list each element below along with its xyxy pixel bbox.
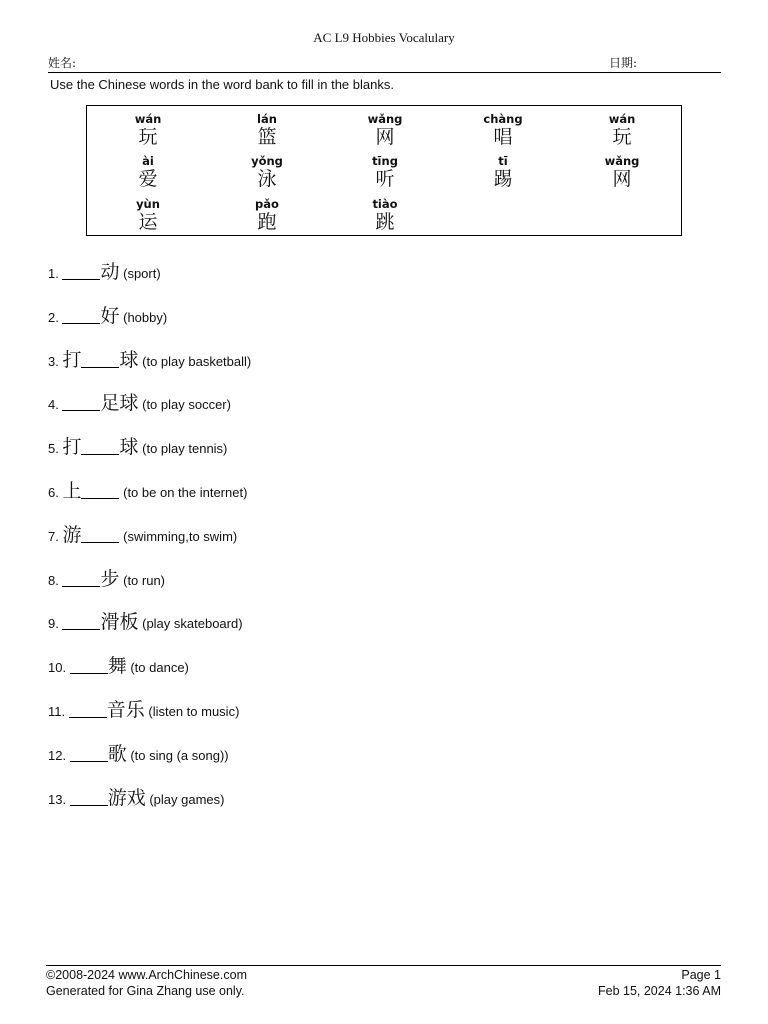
question-english: (to play basketball) bbox=[142, 353, 252, 369]
question-prefix-hanzi: 打 bbox=[62, 436, 82, 459]
answer-blank[interactable] bbox=[69, 703, 107, 718]
word-bank-pinyin: wǎng bbox=[367, 112, 403, 126]
question-suffix-hanzi: 音乐 bbox=[106, 699, 145, 721]
question-english: (to be on the internet) bbox=[123, 485, 248, 500]
word-bank-pinyin: tī bbox=[498, 154, 508, 168]
word-bank-pinyin: yùn bbox=[136, 197, 160, 211]
answer-blank[interactable] bbox=[62, 572, 100, 587]
question-item bbox=[48, 697, 239, 725]
footer-datetime: Feb 15, 2024 1:36 AM bbox=[597, 984, 721, 998]
question-suffix-hanzi: 游戏 bbox=[107, 786, 146, 809]
answer-blank[interactable] bbox=[62, 615, 100, 630]
question-suffix-hanzi: 球 bbox=[119, 348, 139, 371]
question-item bbox=[48, 303, 167, 331]
question-english: (swimming,to swim) bbox=[123, 528, 238, 544]
answer-blank[interactable] bbox=[81, 484, 119, 499]
word-bank-cell bbox=[326, 112, 444, 148]
question-number: 9. bbox=[48, 616, 59, 632]
question-item bbox=[48, 347, 251, 375]
word-bank-cell bbox=[563, 112, 681, 148]
answer-blank[interactable] bbox=[70, 747, 108, 762]
footer-page: Page 1 bbox=[681, 968, 721, 982]
question-suffix-hanzi: 滑板 bbox=[100, 611, 139, 634]
word-bank-hanzi: 跑 bbox=[257, 211, 277, 233]
question-number: 3. bbox=[48, 353, 59, 369]
word-bank-cell bbox=[563, 154, 681, 190]
instructions: Use the Chinese words in the word bank to fill in the blanks. bbox=[50, 77, 394, 92]
word-bank-pinyin: chàng bbox=[483, 112, 523, 126]
word-bank-pinyin: lán bbox=[257, 112, 277, 126]
word-bank-hanzi: 唱 bbox=[493, 126, 513, 148]
footer-generated: Generated for Gina Zhang use only. bbox=[46, 984, 245, 998]
question-suffix-hanzi: 动 bbox=[100, 261, 120, 283]
word-bank-hanzi: 网 bbox=[375, 126, 395, 148]
answer-blank[interactable] bbox=[62, 396, 100, 411]
answer-blank[interactable] bbox=[70, 659, 108, 674]
date-label: 日期: bbox=[609, 56, 638, 70]
question-number: 2. bbox=[48, 309, 59, 325]
word-bank-cell bbox=[208, 112, 326, 148]
question-english: (play games) bbox=[149, 791, 225, 807]
question-english: (listen to music) bbox=[148, 704, 240, 719]
question-number: 4. bbox=[48, 397, 59, 413]
question-number: 12. bbox=[48, 747, 67, 763]
question-prefix-hanzi: 打 bbox=[62, 348, 82, 371]
question-english: (to dance) bbox=[130, 660, 189, 676]
word-bank-cell bbox=[326, 197, 444, 233]
word-bank-pinyin: wán bbox=[134, 112, 162, 126]
word-bank-pinyin: yǒng bbox=[251, 154, 283, 168]
answer-blank[interactable] bbox=[62, 265, 100, 280]
word-bank-pinyin: pǎo bbox=[255, 197, 279, 211]
answer-blank[interactable] bbox=[81, 353, 119, 368]
word-bank-pinyin: wǎng bbox=[604, 154, 640, 168]
question-suffix-hanzi: 好 bbox=[100, 304, 120, 327]
word-bank-cell bbox=[326, 154, 444, 190]
question-suffix-hanzi: 歌 bbox=[107, 742, 127, 765]
question-number: 11. bbox=[48, 704, 66, 719]
question-english: (to play soccer) bbox=[142, 397, 231, 413]
question-item bbox=[48, 741, 229, 769]
question-number: 1. bbox=[48, 266, 59, 281]
word-bank-hanzi: 网 bbox=[612, 168, 632, 190]
question-suffix-hanzi: 步 bbox=[100, 567, 120, 590]
question-prefix-hanzi: 上 bbox=[62, 480, 82, 502]
word-bank-hanzi: 运 bbox=[138, 211, 158, 233]
word-bank-hanzi: 跳 bbox=[375, 211, 395, 233]
word-bank-hanzi: 泳 bbox=[257, 168, 277, 190]
question-number: 5. bbox=[48, 441, 59, 457]
answer-blank[interactable] bbox=[70, 791, 108, 806]
question-suffix-hanzi: 球 bbox=[119, 436, 139, 459]
question-suffix-hanzi: 舞 bbox=[107, 655, 127, 678]
question-item bbox=[48, 609, 243, 637]
question-number: 13. bbox=[48, 791, 67, 807]
word-bank-cell bbox=[444, 154, 562, 190]
word-bank-hanzi: 玩 bbox=[612, 126, 632, 148]
answer-blank[interactable] bbox=[81, 440, 119, 455]
answer-blank[interactable] bbox=[62, 309, 100, 324]
question-item bbox=[48, 259, 161, 287]
question-english: (hobby) bbox=[123, 309, 168, 325]
word-bank-cell bbox=[208, 197, 326, 233]
word-bank-hanzi: 踢 bbox=[493, 168, 513, 190]
word-bank-pinyin: tīng bbox=[372, 154, 398, 168]
question-item bbox=[48, 390, 231, 418]
question-english: (to run) bbox=[123, 572, 166, 588]
word-bank-pinyin: wán bbox=[608, 112, 636, 126]
question-prefix-hanzi: 游 bbox=[62, 523, 82, 546]
question-english: (sport) bbox=[123, 266, 161, 281]
question-item bbox=[48, 566, 165, 594]
word-bank-hanzi: 爱 bbox=[138, 168, 158, 190]
question-item bbox=[48, 653, 189, 681]
question-english: (to sing (a song)) bbox=[130, 747, 229, 763]
word-bank-pinyin: tiào bbox=[372, 197, 398, 211]
question-english: (to play tennis) bbox=[142, 441, 228, 457]
name-label: 姓名: bbox=[48, 56, 77, 70]
question-english: (play skateboard) bbox=[142, 616, 243, 632]
word-bank-cell bbox=[444, 112, 562, 148]
question-item bbox=[48, 785, 224, 813]
word-bank-cell bbox=[89, 154, 207, 190]
word-bank-cell bbox=[89, 197, 207, 233]
question-item bbox=[48, 434, 227, 462]
word-bank-hanzi: 篮 bbox=[257, 126, 277, 148]
question-item bbox=[48, 478, 247, 506]
question-number: 7. bbox=[48, 528, 59, 544]
footer-copyright: ©2008-2024 www.ArchChinese.com bbox=[46, 968, 247, 982]
question-number: 10. bbox=[48, 660, 67, 676]
word-bank bbox=[86, 105, 682, 236]
name-date-bar bbox=[48, 53, 721, 73]
word-bank-hanzi: 玩 bbox=[138, 126, 158, 148]
word-bank-cell bbox=[208, 154, 326, 190]
question-item bbox=[48, 522, 237, 550]
question-number: 8. bbox=[48, 572, 59, 588]
answer-blank[interactable] bbox=[81, 528, 119, 543]
word-bank-hanzi: 听 bbox=[375, 168, 395, 190]
footer-divider bbox=[46, 965, 721, 966]
question-number: 6. bbox=[48, 485, 59, 500]
question-suffix-hanzi: 足球 bbox=[100, 392, 139, 415]
word-bank-pinyin: ài bbox=[142, 154, 154, 168]
worksheet-title: AC L9 Hobbies Vocalulary bbox=[313, 30, 455, 45]
word-bank-cell bbox=[89, 112, 207, 148]
